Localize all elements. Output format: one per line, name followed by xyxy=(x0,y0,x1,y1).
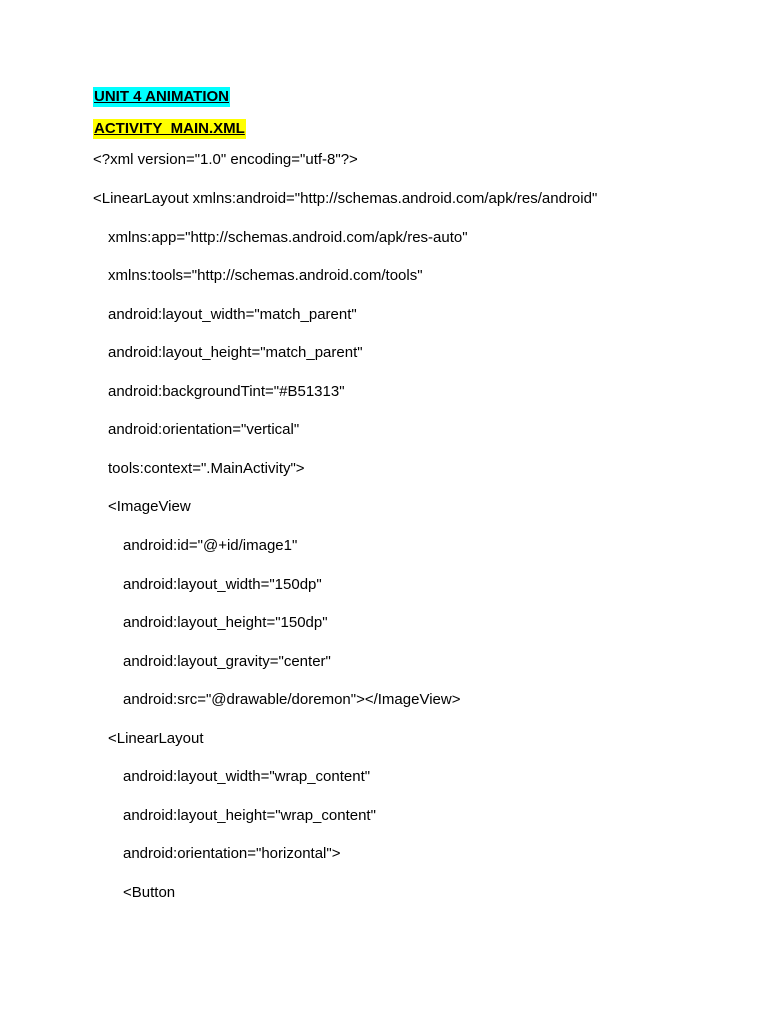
code-line: <ImageView xyxy=(108,498,191,515)
code-line: tools:context=".MainActivity"> xyxy=(108,460,305,477)
code-line: android:layout_height="wrap_content" xyxy=(123,807,376,824)
code-line: android:id="@+id/image1" xyxy=(123,537,298,554)
code-line: android:orientation="horizontal"> xyxy=(123,845,341,862)
code-line: android:src="@drawable/doremon"></ImageView> xyxy=(123,691,461,708)
code-line: android:layout_width="wrap_content" xyxy=(123,768,371,785)
code-line: android:layout_gravity="center" xyxy=(123,653,331,670)
code-line: android:backgroundTint="#B51313" xyxy=(108,383,345,400)
code-line: android:layout_height="150dp" xyxy=(123,614,328,631)
code-line: <?xml version="1.0" encoding="utf-8"?> xyxy=(93,151,358,168)
code-line: xmlns:app="http://schemas.android.com/apk/res-auto" xyxy=(108,229,468,246)
code-line: android:orientation="vertical" xyxy=(108,421,300,438)
code-line: <LinearLayout xyxy=(108,730,204,747)
file-heading: ACTIVITY_MAIN.XML xyxy=(94,120,245,137)
code-line: <LinearLayout xmlns:android="http://schemas.android.com/apk/res/android" xyxy=(93,190,598,207)
code-line: android:layout_height="match_parent" xyxy=(108,344,363,361)
code-line: xmlns:tools="http://schemas.android.com/tools" xyxy=(108,267,423,284)
code-line: android:layout_width="150dp" xyxy=(123,576,322,593)
unit-heading: UNIT 4 ANIMATION xyxy=(94,88,229,105)
code-line: android:layout_width="match_parent" xyxy=(108,306,357,323)
code-line: <Button xyxy=(123,884,176,901)
